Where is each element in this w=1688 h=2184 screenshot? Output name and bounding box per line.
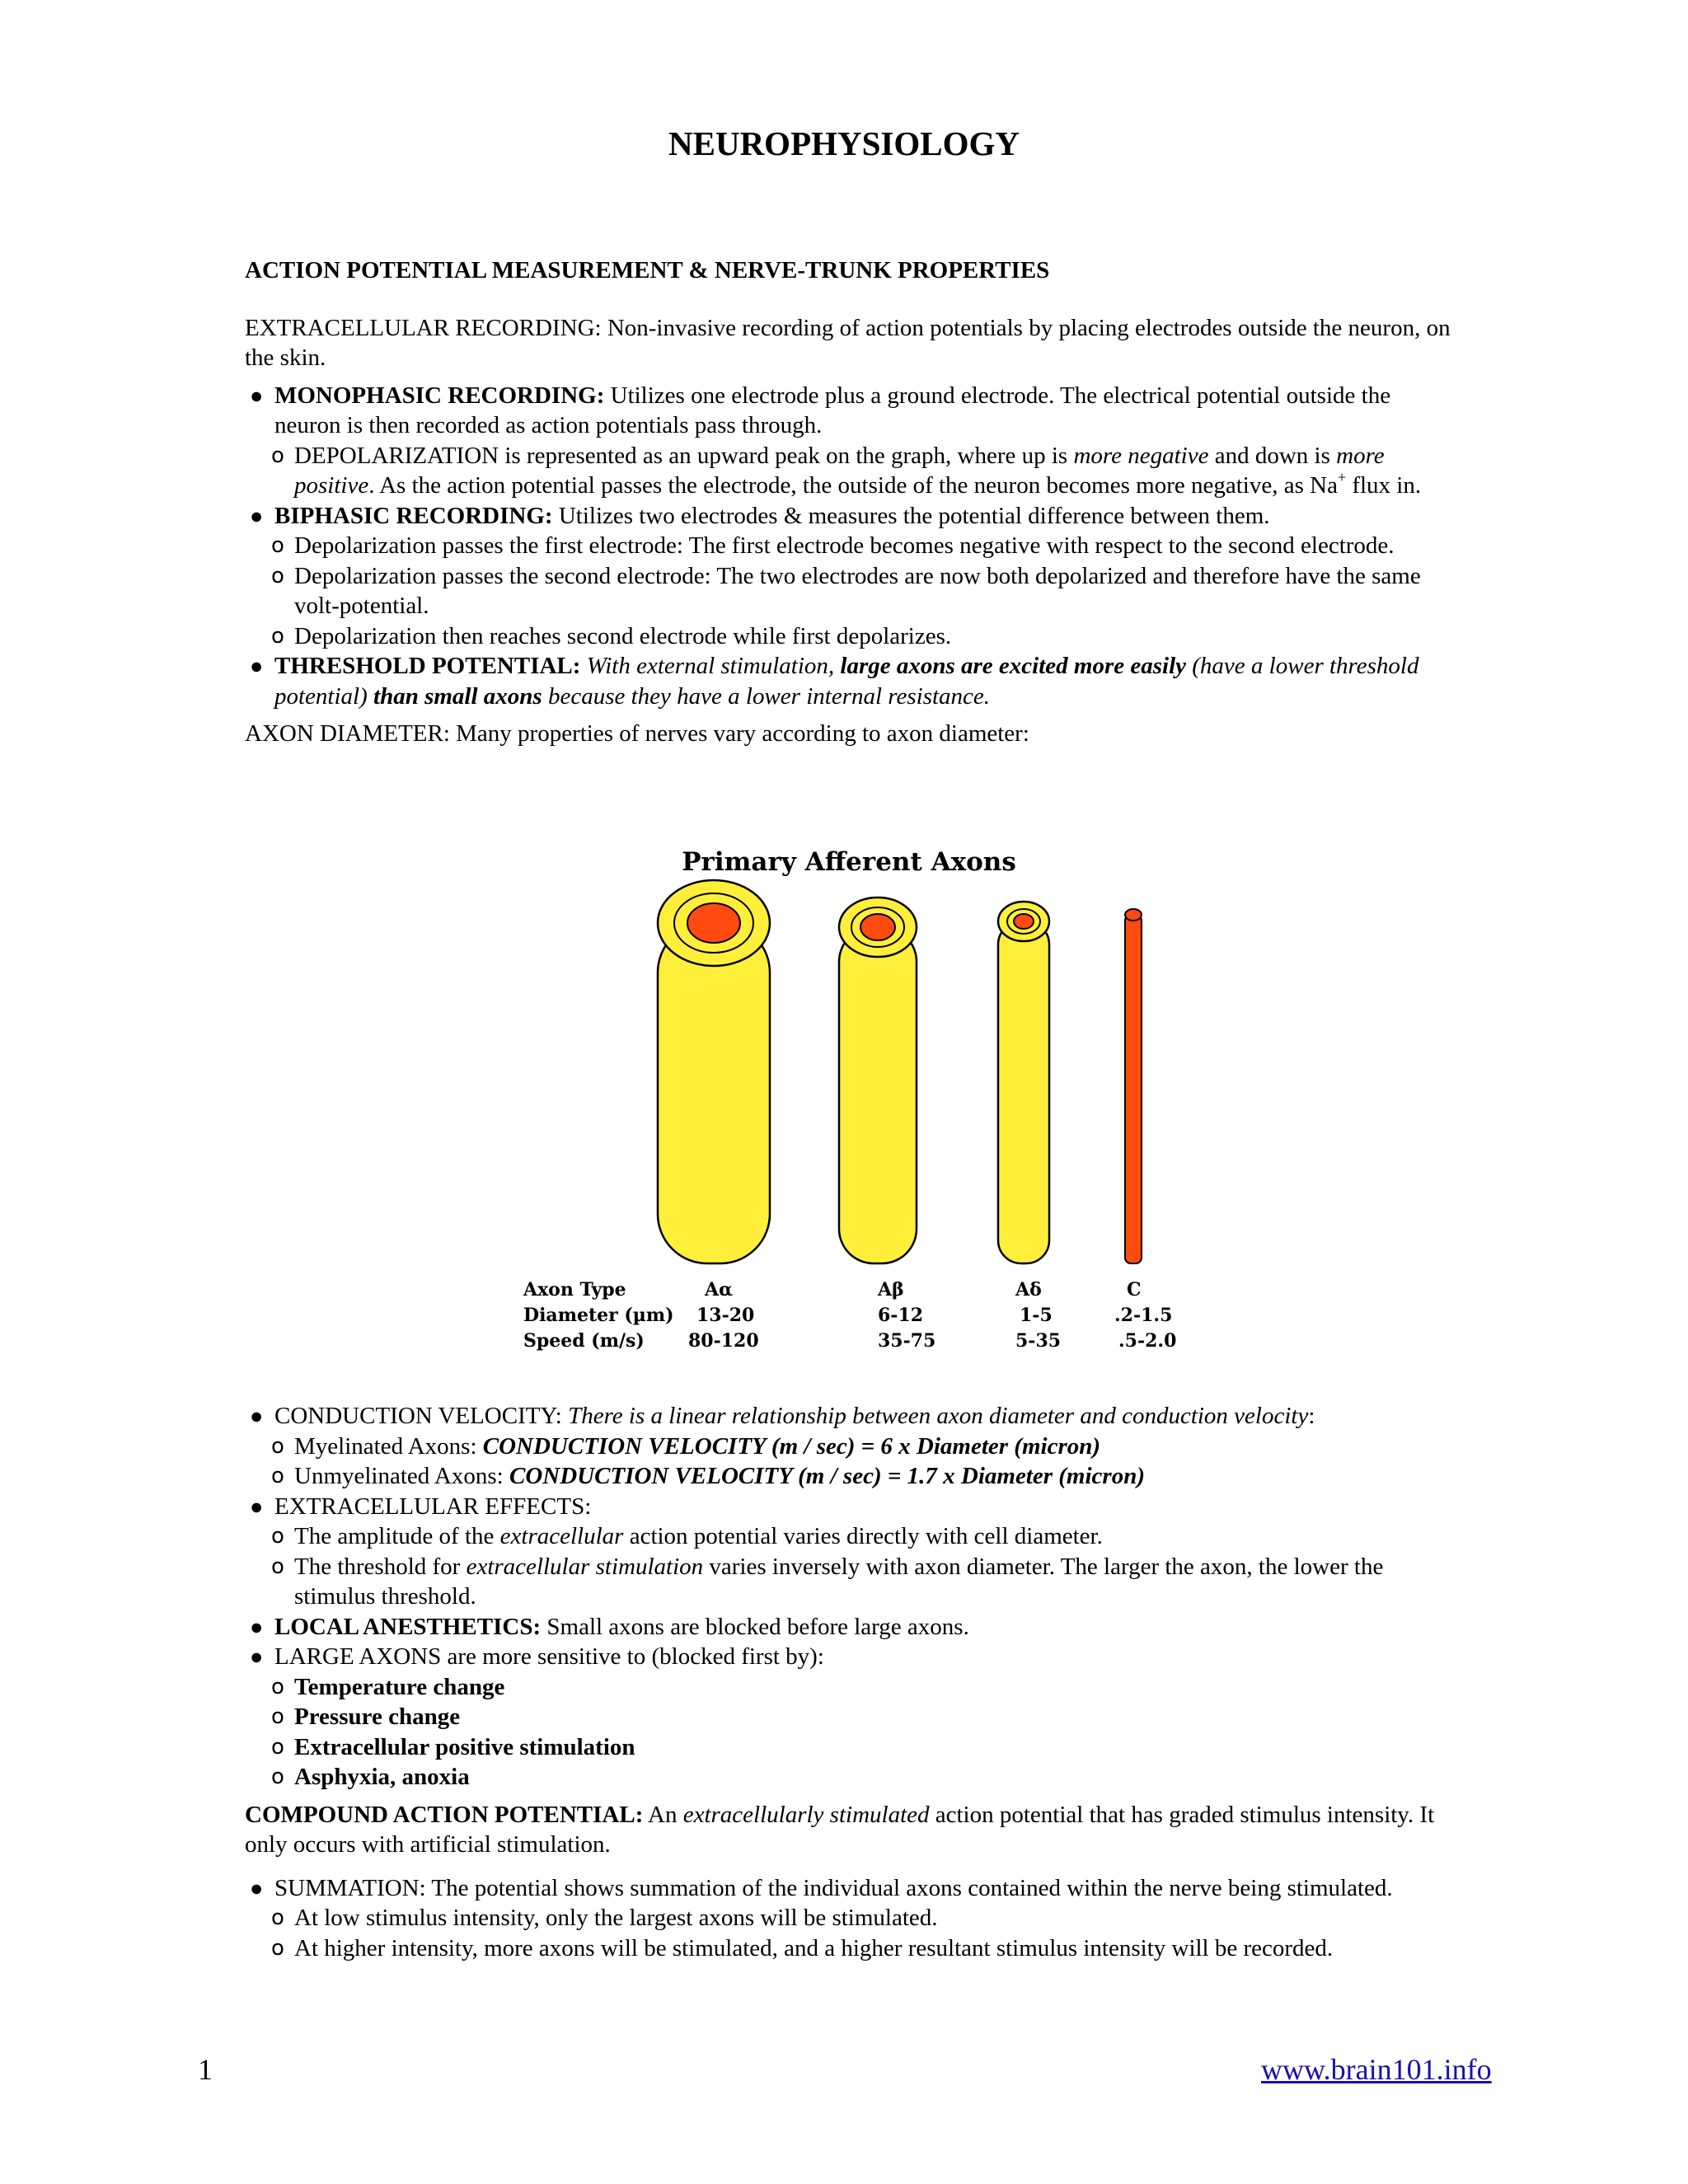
diameter-c: .2-1.5	[1114, 1305, 1173, 1326]
speed-alpha: 80-120	[688, 1330, 759, 1352]
axon-type-delta: Aδ	[1015, 1279, 1042, 1301]
monophasic-bullet: ● MONOPHASIC RECORDING: Utilizes one electrode plus a ground electrode. The electrical potential outside the neuron is then recorded as action potentials pass through.	[245, 381, 1456, 441]
axon-beta-cylinder	[839, 898, 917, 1263]
sensitivity-item: o Temperature change	[245, 1672, 1456, 1703]
extracellular-effects-sub-2: o The threshold for extracellular stimulation varies inversely with axon diameter. The larger the axon, the lower the stimulus threshold.	[245, 1552, 1456, 1612]
axon-c-cylinder	[1125, 909, 1142, 1263]
extracellular-effects-bullet: ● EXTRACELLULAR EFFECTS:	[245, 1492, 1456, 1522]
conduction-velocity-bullet: ● CONDUCTION VELOCITY: There is a linear relationship between axon diameter and conduction velocity:	[245, 1401, 1456, 1432]
large-axons-bullet: ● LARGE AXONS are more sensitive to (blocked first by):	[245, 1642, 1456, 1672]
section-title: ACTION POTENTIAL MEASUREMENT & NERVE-TRUNK PROPERTIES	[245, 257, 1050, 284]
page-title: NEUROPHYSIOLOGY	[668, 124, 1020, 162]
axon-type-alpha: Aα	[705, 1279, 733, 1301]
compound-action-potential-paragraph: COMPOUND ACTION POTENTIAL: An extracellularly stimulated action potential that has graded stimulus intensity. It only occurs with artificial stimulation.	[245, 1801, 1435, 1858]
summation-sub-1: o At low stimulus intensity, only the largest axons will be stimulated.	[245, 1903, 1456, 1933]
axon-diagram	[511, 841, 1187, 1269]
primary-afferent-axons-figure	[511, 841, 1187, 1368]
speed-beta: 35-75	[878, 1330, 936, 1352]
speed-delta: 5-35	[1015, 1330, 1062, 1352]
threshold-bullet: ● THRESHOLD POTENTIAL: With external stimulation, large axons are excited more easily (have a lower threshold potential) than small axons because they have a lower internal resistance.	[245, 651, 1456, 711]
page-number: 1	[198, 2053, 213, 2086]
summation-sub-2: o At higher intensity, more axons will be stimulated, and a higher resultant stimulus intensity will be recorded.	[245, 1933, 1456, 1964]
biphasic-sub-3: o Depolarization then reaches second electrode while first depolarizes.	[245, 621, 1456, 652]
content-top	[245, 255, 1456, 749]
axon-type-c: C	[1127, 1279, 1142, 1301]
myelinated-sub-bullet: o Myelinated Axons: CONDUCTION VELOCITY (m / sec) = 6 x Diameter (micron)	[245, 1432, 1456, 1462]
sensitivity-item: o Asphyxia, anoxia	[245, 1762, 1456, 1793]
sensitivity-item: o Extracellular positive stimulation	[245, 1732, 1456, 1763]
depolarization-sub-bullet: o DEPOLARIZATION is represented as an upward peak on the graph, where up is more negative and down is more positive. As the action potential passes the electrode, the outside of the neuron becomes more negative, as Na+ flux in.	[245, 441, 1456, 501]
speed-c: .5-2.0	[1118, 1330, 1177, 1352]
axon-table	[523, 1277, 1183, 1354]
sensitivity-item: o Pressure change	[245, 1702, 1456, 1732]
axon-delta-cylinder	[998, 902, 1049, 1263]
summation-bullet: ● SUMMATION: The potential shows summation of the individual axons contained within the nerve being stimulated.	[245, 1873, 1456, 1904]
axon-type-label: Axon Type	[523, 1279, 626, 1301]
unmyelinated-sub-bullet: o Unmyelinated Axons: CONDUCTION VELOCITY (m / sec) = 1.7 x Diameter (micron)	[245, 1461, 1456, 1492]
speed-row	[523, 1329, 1183, 1354]
figure-title: Primary Afferent Axons	[682, 847, 1016, 877]
website-link[interactable]: www.brain101.info	[1261, 2053, 1492, 2086]
biphasic-sub-2: o Depolarization passes the second electrode: The two electrodes are now both depolarized and therefore have the same volt-potential.	[245, 561, 1456, 621]
axon-alpha-cylinder	[658, 880, 770, 1263]
axon-diameter-paragraph: AXON DIAMETER: Many properties of nerves vary according to axon diameter:	[245, 720, 1029, 747]
extracellular-recording-paragraph: EXTRACELLULAR RECORDING: Non-invasive recording of action potentials by placing electrodes outside the neuron, on the skin.	[245, 314, 1451, 371]
speed-label: Speed (m/s)	[523, 1330, 645, 1352]
diameter-delta: 1-5	[1020, 1305, 1053, 1326]
content-bottom	[245, 1401, 1456, 1963]
axon-type-beta: Aβ	[878, 1279, 904, 1301]
biphasic-sub-1: o Depolarization passes the first electrode: The first electrode becomes negative with respect to the second electrode.	[245, 531, 1456, 561]
diameter-label: Diameter (µm)	[523, 1305, 674, 1326]
local-anesthetics-bullet: ● LOCAL ANESTHETICS: Small axons are blocked before large axons.	[245, 1612, 1456, 1643]
diameter-alpha: 13-20	[696, 1305, 755, 1326]
axon-type-row	[523, 1277, 1183, 1303]
biphasic-bullet: ● BIPHASIC RECORDING: Utilizes two electrodes & measures the potential difference between them.	[245, 501, 1456, 532]
diameter-beta: 6-12	[878, 1305, 924, 1326]
extracellular-effects-sub-1: o The amplitude of the extracellular action potential varies directly with cell diameter.	[245, 1521, 1456, 1552]
diameter-row	[523, 1303, 1183, 1329]
